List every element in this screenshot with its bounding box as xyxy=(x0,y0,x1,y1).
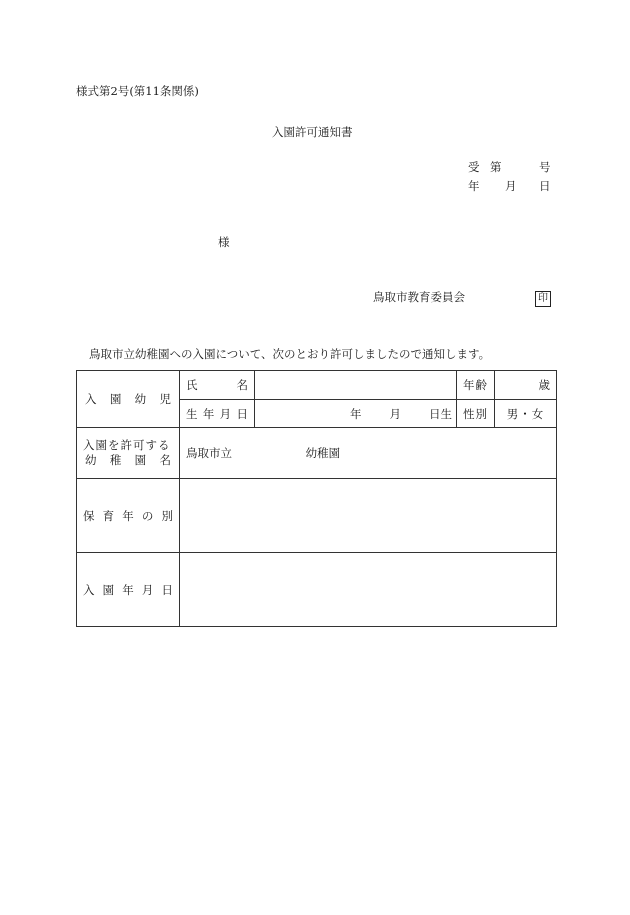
dob-value-cell[interactable] xyxy=(255,400,457,428)
entry-date-char: 月 xyxy=(141,582,154,597)
entry-date-label-cell xyxy=(77,553,180,627)
school-label-char: 名 xyxy=(159,453,171,467)
dob-label-char: 年 xyxy=(202,406,215,421)
year-char: 年 xyxy=(468,179,480,193)
name-label-char: 名 xyxy=(236,378,248,392)
care-years-label-cell xyxy=(77,479,180,553)
age-label: 年齢 xyxy=(457,371,495,400)
care-years-char: 別 xyxy=(161,508,173,523)
child-label-cell xyxy=(77,371,180,428)
entry-date-char: 年 xyxy=(122,582,134,597)
school-suffix: 幼稚園 xyxy=(305,446,341,460)
day-char: 日 xyxy=(539,179,551,193)
child-label-char: 幼 xyxy=(134,392,147,406)
reception-char: 受 xyxy=(468,160,480,174)
body-text: 鳥取市立幼稚園への入園について、次のとおり許可しましたので通知します。 xyxy=(89,347,491,361)
child-label-char: 入 xyxy=(85,392,97,406)
addressee-suffix: 様 xyxy=(218,235,230,249)
care-years-char: 年 xyxy=(122,508,134,523)
age-value-cell[interactable] xyxy=(495,371,557,400)
age-unit: 歳 xyxy=(538,378,550,392)
entry-date-value-cell[interactable] xyxy=(180,553,557,627)
name-label-cell xyxy=(180,371,255,400)
name-label-char: 氏 xyxy=(186,378,198,392)
child-label-char: 児 xyxy=(159,392,171,406)
child-label-char: 園 xyxy=(109,392,122,406)
entry-date-char: 園 xyxy=(102,582,115,597)
admission-table xyxy=(76,370,557,627)
seal-stamp-box: 印 xyxy=(535,291,551,307)
issuer-name: 鳥取市教育委員会 xyxy=(373,290,465,304)
care-years-char: の xyxy=(141,508,154,523)
dob-label-cell xyxy=(180,400,255,428)
dob-label-char: 日 xyxy=(236,406,248,421)
school-label-char: 幼 xyxy=(85,453,97,467)
sex-label: 性別 xyxy=(457,400,495,428)
sex-value[interactable]: 男・女 xyxy=(495,400,557,428)
care-years-char: 育 xyxy=(102,508,115,523)
form-number: 様式第2号(第11条関係) xyxy=(76,84,199,98)
care-years-value-cell[interactable] xyxy=(180,479,557,553)
school-prefix: 鳥取市立 xyxy=(186,446,232,460)
dob-label-char: 生 xyxy=(186,406,198,421)
dob-year-char: 年 xyxy=(350,406,362,421)
school-label-cell xyxy=(77,428,180,479)
care-years-char: 保 xyxy=(83,508,95,523)
school-label-char: 園 xyxy=(134,453,147,467)
name-value-cell[interactable] xyxy=(255,371,457,400)
school-label-char: 稚 xyxy=(109,453,122,467)
school-label-line1: 入園を許可する xyxy=(83,438,171,452)
document-title: 入園許可通知書 xyxy=(272,125,353,139)
number-char: 第 xyxy=(490,160,502,174)
dob-day-char: 日生 xyxy=(429,406,452,421)
entry-date-char: 日 xyxy=(161,582,173,597)
entry-date-char: 入 xyxy=(83,582,95,597)
dob-month-char: 月 xyxy=(389,406,401,421)
school-value-cell[interactable] xyxy=(180,428,557,479)
issue-number-char: 号 xyxy=(539,160,551,174)
dob-label-char: 月 xyxy=(219,406,232,421)
month-char: 月 xyxy=(505,179,517,193)
